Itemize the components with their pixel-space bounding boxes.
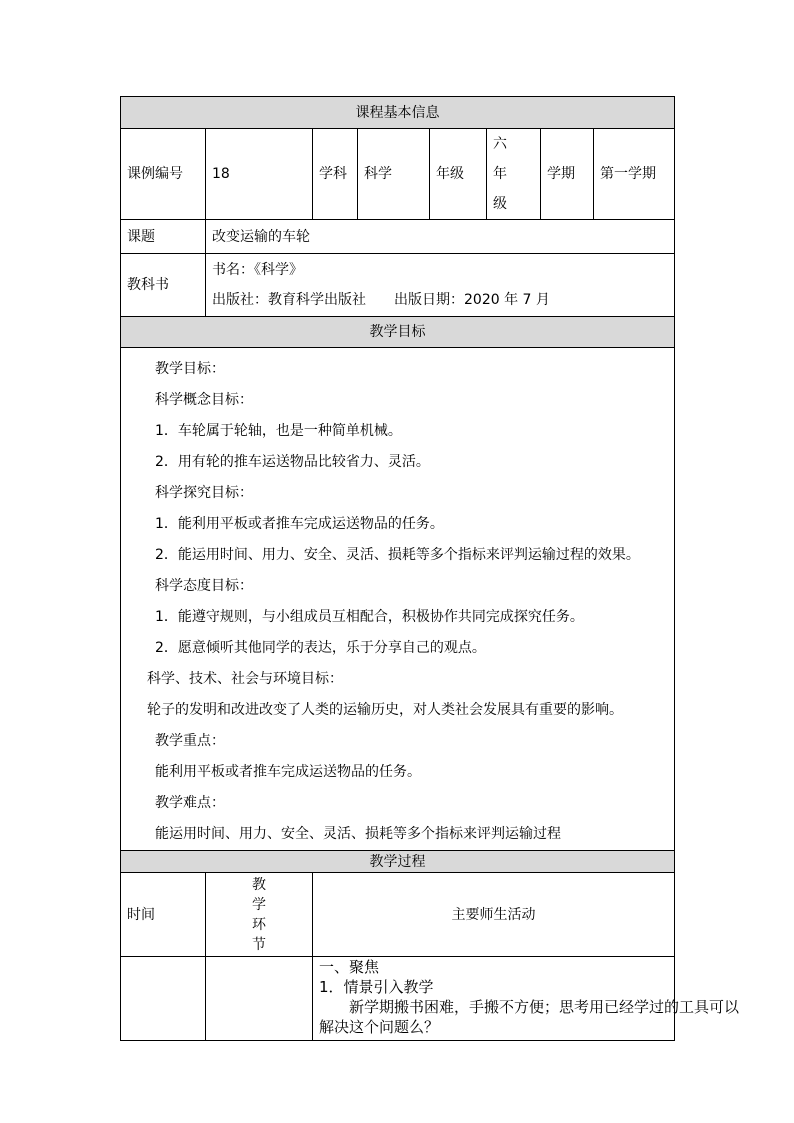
stage-char: 节 xyxy=(252,936,266,953)
objective-line: 能运用时间、用力、安全、灵活、损耗等多个指标来评判运输过程 xyxy=(155,826,561,842)
objectives-header: 教学目标 xyxy=(121,317,675,348)
stage-char: 教 xyxy=(252,876,266,893)
topic-row xyxy=(121,220,675,254)
process-stage-cell xyxy=(206,957,313,1041)
objective-line: 科学态度目标： xyxy=(155,578,253,594)
stage-column-header xyxy=(206,873,313,957)
objective-line: 教学重点： xyxy=(155,733,225,749)
activity-line: 新学期搬书困难，手搬不方便；思考用已经学过的工具可以 xyxy=(319,998,740,1016)
subject-label: 学科 xyxy=(313,129,358,220)
case-no-label: 课例编号 xyxy=(121,129,206,220)
book-name: 书名：《科学》 xyxy=(212,262,303,278)
activity-column-header: 主要师生活动 xyxy=(313,873,675,957)
lesson-plan-page xyxy=(120,96,740,1041)
process-row-1 xyxy=(121,957,675,1041)
subject-value: 科学 xyxy=(358,129,430,220)
objectives-header-row xyxy=(121,317,675,348)
textbook-value xyxy=(206,254,675,317)
process-activity-cell xyxy=(313,957,740,1041)
publisher-info: 出版社：教育科学出版社 出版日期：2020 年 7 月 xyxy=(212,292,550,308)
grade-value-line1: 六 年 xyxy=(493,136,521,182)
process-columns-row xyxy=(121,873,675,957)
lesson-plan-table xyxy=(120,96,740,1041)
process-header-row xyxy=(121,851,675,873)
objective-line: 科学探究目标： xyxy=(155,485,253,501)
objective-line: 能利用平板或者推车完成运送物品的任务。 xyxy=(155,764,421,780)
grade-value xyxy=(487,129,541,220)
basic-info-header: 课程基本信息 xyxy=(121,97,675,129)
grade-value-line2: 级 xyxy=(493,196,507,212)
objective-line: 2．用有轮的推车运送物品比较省力、灵活。 xyxy=(155,454,430,470)
grade-label: 年级 xyxy=(430,129,487,220)
textbook-label: 教科书 xyxy=(121,254,206,317)
case-info-row xyxy=(121,129,675,220)
activity-line: 一、聚焦 xyxy=(319,958,380,976)
objectives-row xyxy=(121,348,675,851)
time-column-header: 时间 xyxy=(121,873,206,957)
objective-line: 1．车轮属于轮轴，也是一种简单机械。 xyxy=(155,423,402,439)
objective-line: 2．能运用时间、用力、安全、灵活、损耗等多个指标来评判运输过程的效果。 xyxy=(155,547,640,563)
objective-line: 1．能遵守规则，与小组成员互相配合，积极协作共同完成探究任务。 xyxy=(155,609,584,625)
objective-line: 轮子的发明和改进改变了人类的运输历史，对人类社会发展具有重要的影响。 xyxy=(147,702,623,718)
stage-char: 环 xyxy=(252,916,266,933)
topic-label: 课题 xyxy=(121,220,206,254)
objectives-body xyxy=(121,348,675,851)
process-header: 教学过程 xyxy=(121,851,675,873)
activity-line: 1．情景引入教学 xyxy=(319,978,434,996)
topic-value: 改变运输的车轮 xyxy=(206,220,675,254)
activity-line: 解决这个问题么？ xyxy=(319,1018,440,1036)
term-label: 学期 xyxy=(541,129,594,220)
textbook-row xyxy=(121,254,675,317)
term-value: 第一学期 xyxy=(594,129,675,220)
objective-line: 科学、技术、社会与环境目标： xyxy=(147,671,343,687)
objective-line: 教学目标： xyxy=(155,361,225,377)
basic-info-header-row xyxy=(121,97,675,129)
objective-line: 教学难点： xyxy=(155,795,225,811)
case-no-value: 18 xyxy=(206,129,313,220)
objective-line: 1．能利用平板或者推车完成运送物品的任务。 xyxy=(155,516,444,532)
process-time-cell xyxy=(121,957,206,1041)
objective-line: 科学概念目标： xyxy=(155,392,253,408)
objective-line: 2．愿意倾听其他同学的表达，乐于分享自己的观点。 xyxy=(155,640,486,656)
stage-char: 学 xyxy=(252,896,266,913)
